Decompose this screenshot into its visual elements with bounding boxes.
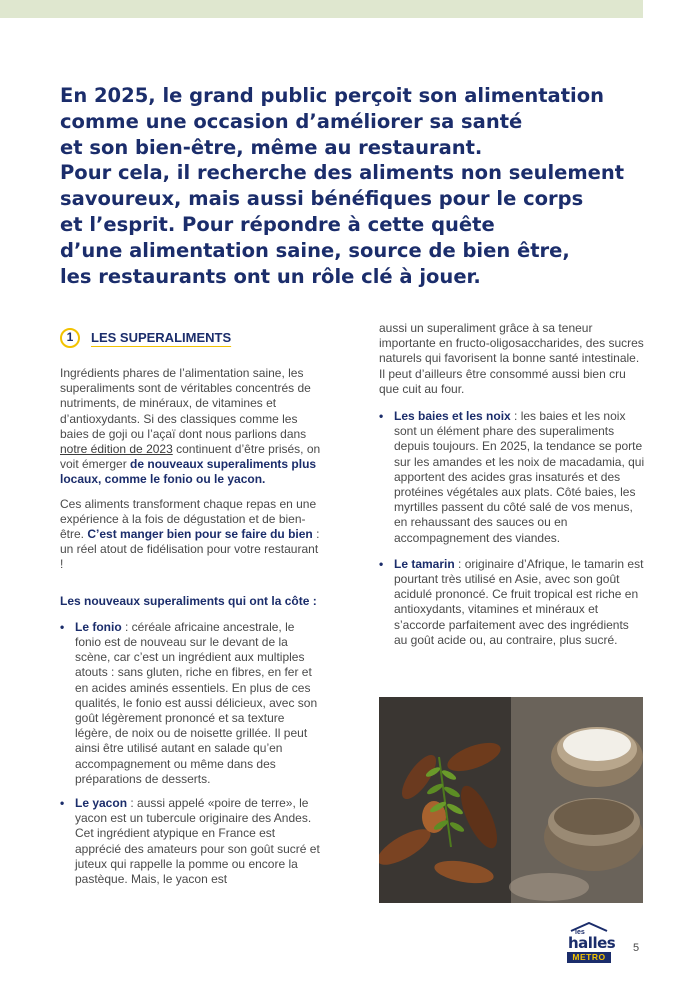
list-item-fonio [60,620,322,787]
intro-line: et l’esprit. Pour répondre à cette quête [60,212,495,236]
intro-line: comme une occasion d’améliorer sa santé [60,109,523,133]
emphasis-text: C’est manger bien pour se faire du bien [87,527,313,542]
intro-line: les restaurants ont un rôle clé à jouer. [60,264,481,288]
photo-illustration [379,697,643,903]
halles-metro-logo [563,922,615,964]
section-number-badge: 1 [60,328,80,348]
intro-line: et son bien-être, même au restaurant. [60,135,483,159]
term-baies-noix: Les baies et les noix [394,409,511,424]
intro-line: savoureux, mais aussi bénéfiques pour le corps [60,187,584,211]
yacon-continuation: aussi un superaliment grâce à sa teneur importante en fructo-oligosaccharides, des sucres naturels qui favorisent la bonne santé intestinale. Il peut d’ailleurs être consommé aussi bien cru que cuit au four. [379,321,644,396]
paragraph-intro [60,366,322,488]
superfood-list-continued [379,409,645,648]
term-tamarin: Le tamarin [394,556,455,571]
list-item-baies-noix [379,409,645,546]
intro-line: Pour cela, il recherche des aliments non seulement [60,161,625,185]
page-number: 5 [633,942,640,954]
intro-line: En 2025, le grand public perçoit son alimentation [60,84,604,107]
intro-heading [60,83,625,289]
emphasis-text: de nouveaux superaliments plus locaux, comme le fonio ou le yacon. [60,457,317,487]
list-subheading: Les nouveaux superaliments qui ont la côte : [60,593,317,608]
top-color-band [0,0,643,18]
term-fonio: Le fonio [75,619,122,634]
term-yacon: Le yacon [75,796,128,811]
logo-halles: halles [568,934,616,952]
paragraph-experience [60,497,322,573]
logo-les: les [575,929,585,936]
text: : céréale africaine ancestrale, le fonio est de nouveau sur le devant de la scène, car c’est un ingrédient aux multiples atouts : sans gluten, riche en fibres, en fer et en acides aminés essentiels. En plus de ces qualités, le fonio est aussi délicieux, avec son goût légèrement prononcé et sa texture légère, de noix ou de noisette grillée. Il peut ainsi être utilisé autant en salade qu’en accompagnement ou même dans des préparations de desserts. [75,619,318,786]
superfood-list [60,620,322,887]
left-column [60,326,322,896]
text: Ingrédients phares de l’alimentation saine, les superaliments sont de véritables concentrés de nutriments, de minéraux, de vitamines et d’antioxydants. Si des classiques comme les baies de goji ou l’açaï dont nous parlions dans [60,366,311,441]
right-column [379,321,645,657]
text: : originaire d’Afrique, le tamarin est pourtant très utilisé en Asie, avec son goût acidulé prononcé. Ce fruit tropical est riche en antioxydants, vitamines et minéraux et s’accorde parfaitement avec des ingrédients au goût acide ou, au contraire, plus sucré. [394,556,644,647]
text: continuent d’être prisés, on voit émerger [60,442,321,472]
section-header [60,326,322,350]
logo-metro: METRO [567,952,611,963]
section-title: LES SUPERALIMENTS [91,330,232,346]
edition-2023-link[interactable]: notre édition de 2023 [60,442,173,457]
intro-line: d’une alimentation saine, source de bien être, [60,238,570,262]
text: : aussi appelé «poire de terre», le yacon est un tubercule originaire des Andes. Cet ingrédient atypique en France est apprécié des amateurs pour son goût sucré et juteux qui rappelle la pomme ou encore la pastèque. Mais, le yacon est [75,796,320,887]
text: : les baies et les noix sont un élément phare des superaliments depuis toujours. En 2025, la tendance se porte sur les amandes et les noix de macadamia, qui apportent des acides gras insaturés et des protéines végétales aux plats. Côté baies, les myrtilles passent du côté salé de vos menus, en rehaussant des sauces ou en accompagnement des viandes. [394,409,645,545]
text: Ces aliments transforment chaque repas en une expérience à la fois de dégustation et de bien-être. [60,496,317,542]
list-item-yacon [60,796,322,887]
superfoods-photo [379,697,643,903]
list-item-tamarin [379,557,645,648]
text: : un réel atout de fidélisation pour votre restaurant ! [60,527,320,572]
